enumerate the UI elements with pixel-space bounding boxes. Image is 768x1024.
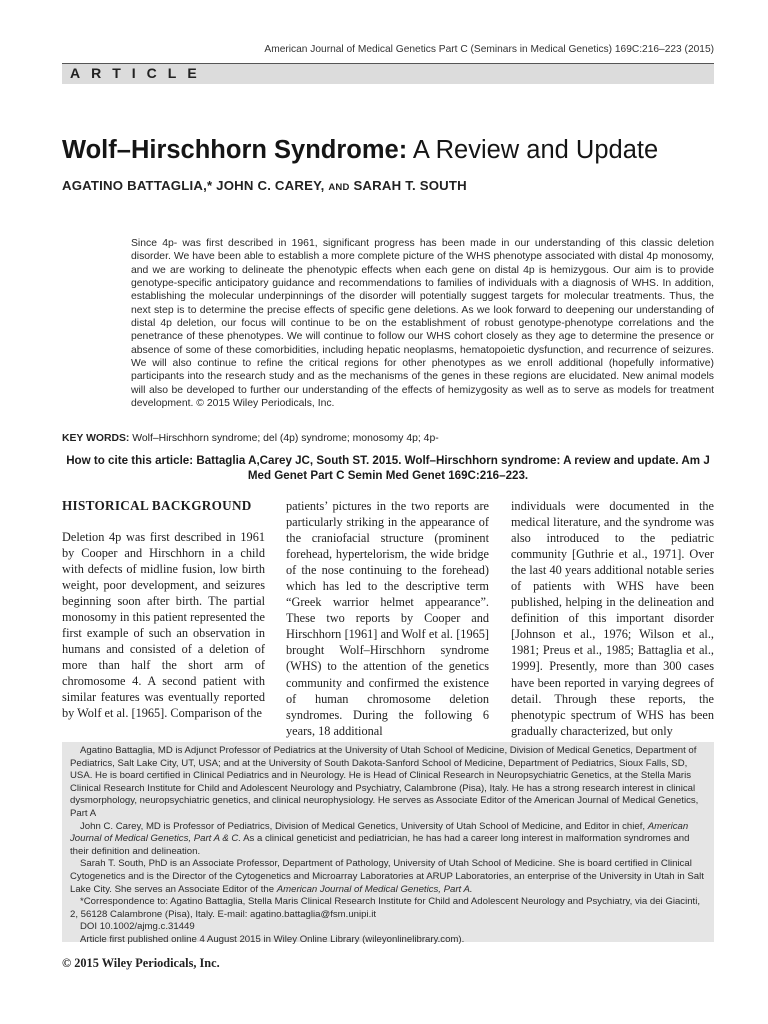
authors-and: AND <box>328 182 350 193</box>
keywords-label: KEY WORDS: <box>62 433 130 444</box>
footnote-carey <box>70 821 710 859</box>
authors-part-1: AGATINO BATTAGLIA,* JOHN C. CAREY, <box>62 178 325 193</box>
body-paragraph-col2: patients’ pictures in the two reports are particularly striking in the appearance of the craniofacial structure (prominent forehead, hypertelorism, the wide bridge of the nose continuing to the forehead) which has led to the descriptive term “Greek warrior helmet appearance”. These two reports by Cooper and Hirschhorn [1961] and Wolf et al. [1965] brought Wolf–Hirschhorn syndrome (WHS) to the attention of the genetics community and confirmed the existence of human chromosome deletion syndromes. During the following 6 years, 18 additional <box>286 499 489 738</box>
footnote-carey-text-1: John C. Carey, MD is Professor of Pediatrics, Division of Medical Genetics, University of Utah School of Medicine, and Editor in chief, <box>80 820 648 832</box>
footnote-south-text: Sarah T. South, PhD is an Associate Professor, Department of Pathology, University of Utah School of Medicine. She is board certified in Clinical Cytogenetics and is the Director of the Cytogenetics and Microarray Laboratories at ARUP Laboratories, an enterprise of the University in Utah in Salt Lake City. She serves an Associate Editor of the <box>70 858 704 895</box>
author-footnotes <box>70 745 710 947</box>
author-list <box>62 178 467 193</box>
footnote-published: Article first published online 4 August 2015 in Wiley Online Library (wileyonlinelibrary.com). <box>80 933 465 945</box>
copyright-footer: © 2015 Wiley Periodicals, Inc. <box>62 956 220 970</box>
authors-part-2: SARAH T. SOUTH <box>353 178 467 193</box>
footnote-carey-journal: American Journal of Medical Genetics, Part A & C. <box>70 820 689 845</box>
article-type-bar <box>62 63 714 84</box>
article-type-label: ARTICLE <box>70 65 208 81</box>
abstract: Since 4p- was first described in 1961, significant progress has been made in our understanding of this classic deletion disorder. We have been able to establish a more complete picture of the WHS phenotype associated with distal 4p monosomy, and we are working to delineate the phenotypic effects when each gene on distal 4p is hemizygous. Our aim is to provide genotype-specific anticipatory guidance and recommendations to families of individuals with a diagnosis of WHS. In addition, establishing the molecular underpinnings of the disorder will potentially suggest targets for molecular treatments. Thus, the next step is to determine the precise effects of specific gene deletions. As we look forward to deepening our understanding of distal 4p deletion, our focus will continue to be on the establishment of robust genotype-phenotype correlations and the penetrance of these phenotypes. We will continue to follow our WHS cohort closely as they age to determine the presence or absence of some of these comorbidities, including hepatic neoplasms, hematopoietic dysfunction, and recurrence of seizures. We will also continue to refine the critical regions for other phenotypes as we enroll additional (hopefully informative) participants into the research study and as the mechanisms of the genes in these regions are elucidated. New animal models will also be developed to further our understanding of the effects of hemizygosity as well as to serve as models for treatment development. © 2015 Wiley Periodicals, Inc. <box>131 238 714 410</box>
body-column-2 <box>286 498 489 739</box>
footnote-south-journal: American Journal of Medical Genetics, Part A. <box>276 883 473 895</box>
article-title <box>62 136 658 165</box>
keywords <box>62 433 714 444</box>
footnote-battaglia: Agatino Battaglia, MD is Adjunct Professor of Pediatrics at the University of Utah School of Medicine, Division of Medical Genetics, Department of Pediatrics, Salt Lake City, UT, USA; and at the University of South Dakota-Sanford School of Medicine, Department of Pediatrics, Sioux Falls, SD, USA. He is board certified in Clinical Pediatrics and in Neurology. He is Head of Clinical Research in Neuropsychiatric Genetics, at the Stella Maris Clinical Research Institute for Child and Adolescent Neurology and Psychiatry, Calambrone (Pisa), Italy. He has a strong research interest in clinical dysmorphology, neuropsychiatric genetics, and clinical neurophysiology. He serves as Associate Editor of the American Journal of Medical Genetics, Part A <box>70 745 699 819</box>
footnote-carey-text-2: As a clinical geneticist and pediatrician, he has had a career long interest in malformation syndromes and their definition and delineation. <box>70 833 690 857</box>
footnote-correspondence: *Correspondence to: Agatino Battaglia, Stella Maris Clinical Research Institute for Child and Adolescent Neurology and Psychiatry, via dei Giacinti, 2, 56128 Calambrone (Pisa), Italy. E-mail: agatino.battaglia@fsm.unipi.it <box>70 896 701 920</box>
title-bold-part: Wolf–Hirschhorn Syndrome: <box>62 136 408 164</box>
section-heading-historical-background: HISTORICAL BACKGROUND <box>62 498 252 513</box>
footnote-south <box>70 858 710 896</box>
body-paragraph-col3: individuals were documented in the medical literature, and the syndrome was also introduced to the pediatric community [Guthrie et al., 1971]. Over the last 40 years additional notable series of patients with WHS have been published, helping in the delineation and definition of this important disorder [Johnson et al., 1976; Wilson et al., 1981; Preus et al., 1985; Battaglia et al., 1999]. Presently, more than 300 cases have been reported in varying degrees of detail. Through these reports, the phenotypic spectrum of WHS has been gradually characterized, but only <box>511 499 714 738</box>
how-to-cite: How to cite this article: Battaglia A,Carey JC, South ST. 2015. Wolf–Hirschhorn syndrome: A review and update. Am J Med Genet Part C Semin Med Genet 169C:216–223. <box>66 454 710 482</box>
title-rest: A Review and Update <box>407 136 659 164</box>
journal-citation-header: American Journal of Medical Genetics Part C (Seminars in Medical Genetics) 169C:216–223 (2015) <box>264 44 714 55</box>
body-column-1 <box>62 498 265 721</box>
body-column-3 <box>511 498 714 739</box>
body-paragraph-col1: Deletion 4p was first described in 1961 by Cooper and Hirschhorn in a child with defects of midline fusion, low birth weight, poor development, and seizures beginning soon after birth. The partial monosomy in this patient represented the first example of such an observation in humans and consisted of a deletion of more than half the short arm of chromosome 4. A second patient with similar features was eventually reported by Wolf et al. [1965]. Comparison of the <box>62 529 265 721</box>
keywords-text: Wolf–Hirschhorn syndrome; del (4p) syndrome; monosomy 4p; 4p- <box>129 433 439 444</box>
footnote-doi: DOI 10.1002/ajmg.c.31449 <box>80 921 195 933</box>
